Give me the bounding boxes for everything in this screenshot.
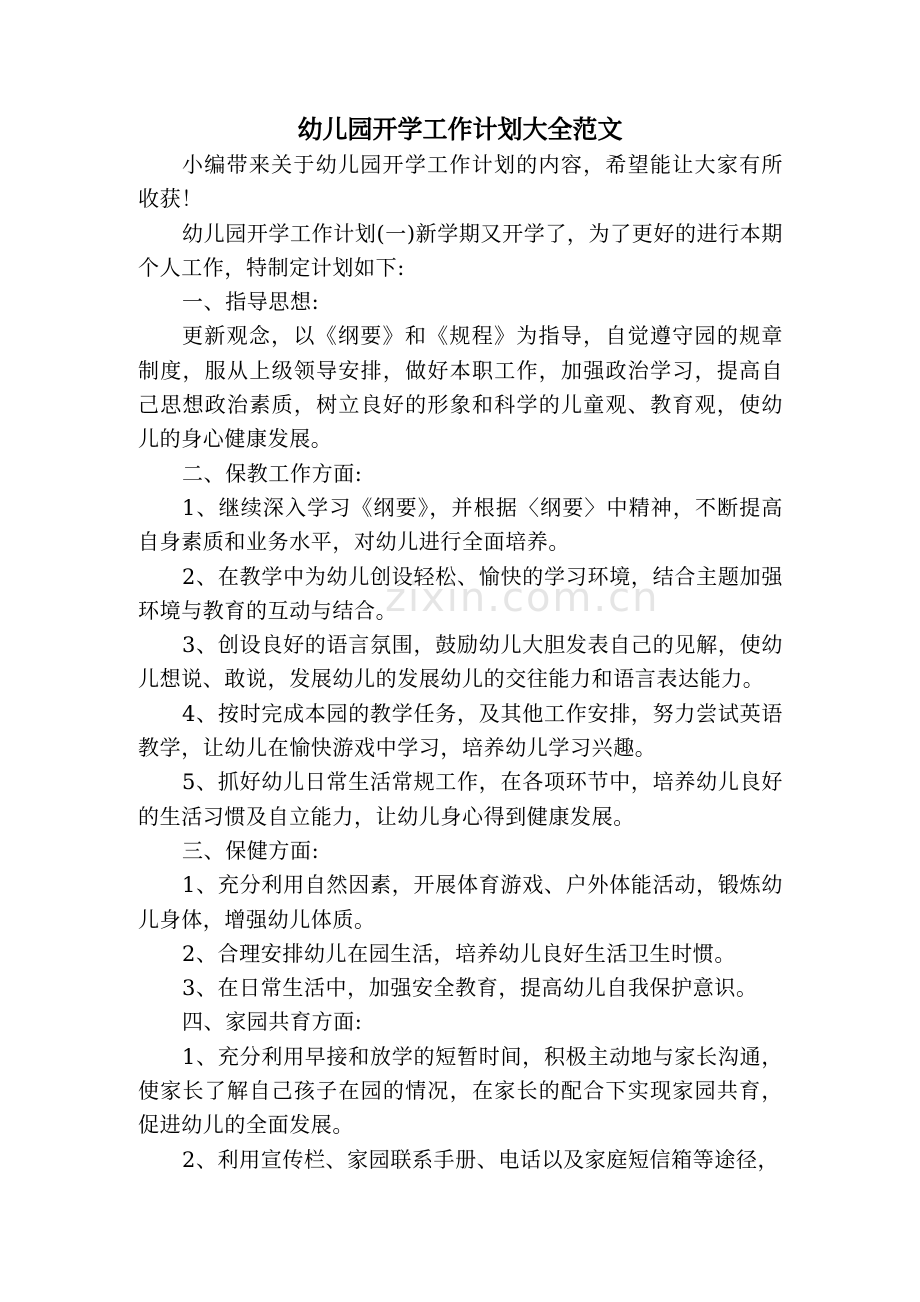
section-heading-home-school: 四、家园共育方面: bbox=[182, 1010, 363, 1035]
list-item-health-2: 2、合理安排幼儿在园生活，培养幼儿良好生活卫生时惯。 bbox=[182, 941, 736, 966]
document-title: 幼儿园开学工作计划大全范文 bbox=[297, 115, 623, 144]
list-item-health-3: 3、在日常生活中，加强安全教育，提高幼儿自我保护意识。 bbox=[182, 976, 758, 1001]
list-item-teaching-3: 3、创设良好的语言氛围，鼓励幼儿大胆发表自己的见解，使幼儿想说、敢说，发展幼儿的发展幼儿的交往能力和语言表达能力。 bbox=[138, 633, 783, 692]
section-heading-guiding-thought: 一、指导思想: bbox=[182, 290, 320, 315]
paragraph-intro: 小编带来关于幼儿园开学工作计划的内容，希望能让大家有所收获！ bbox=[138, 153, 783, 212]
list-item-home-school-2: 2、利用宣传栏、家园联系手册、电话以及家庭短信箱等途径， bbox=[182, 1147, 780, 1172]
section-heading-health: 三、保健方面: bbox=[182, 838, 320, 863]
list-item-teaching-4: 4、按时完成本园的教学任务，及其他工作安排，努力尝试英语教学，让幼儿在愉快游戏中学习，培养幼儿学习兴趣。 bbox=[138, 701, 783, 761]
list-item-teaching-1: 1、继续深入学习《纲要》，并根据〈纲要〉中精神，不断提高自身素质和业务水平，对幼儿进行全面培养。 bbox=[138, 495, 783, 555]
paragraph-guiding-thought: 更新观念，以《纲要》和《规程》为指导，自觉遵守园的规章制度，服从上级领导安排，做好本职工作，加强政治学习，提高自己思想政治素质，树立良好的形象和科学的儿童观、教育观，使幼儿的身心健康发展。 bbox=[138, 324, 783, 452]
list-item-teaching-2: 2、在教学中为幼儿创设轻松、愉快的学习环境，结合主题加强环境与教育的互动与结合。 bbox=[138, 564, 783, 623]
list-item-health-1: 1、充分利用自然因素，开展体育游戏、户外体能活动，锻炼幼儿身体，增强幼儿体质。 bbox=[138, 873, 783, 932]
list-item-teaching-5: 5、抓好幼儿日常生活常规工作，在各项环节中，培养幼儿良好的生活习惯及自立能力，让幼儿身心得到健康发展。 bbox=[138, 770, 783, 829]
list-item-home-school-1: 1、充分利用早接和放学的短暂时间，积极主动地与家长沟通，使家长了解自己孩子在园的情况，在家长的配合下实现家园共育，促进幼儿的全面发展。 bbox=[138, 1044, 783, 1138]
watermark: zixin.com.cn bbox=[385, 575, 660, 621]
section-heading-teaching: 二、保教工作方面: bbox=[182, 461, 363, 486]
document-body bbox=[138, 148, 783, 1177]
paragraph-plan-opening: 幼儿园开学工作计划(一)新学期又开学了，为了更好的进行本期个人工作，特制定计划如下: bbox=[138, 221, 783, 280]
